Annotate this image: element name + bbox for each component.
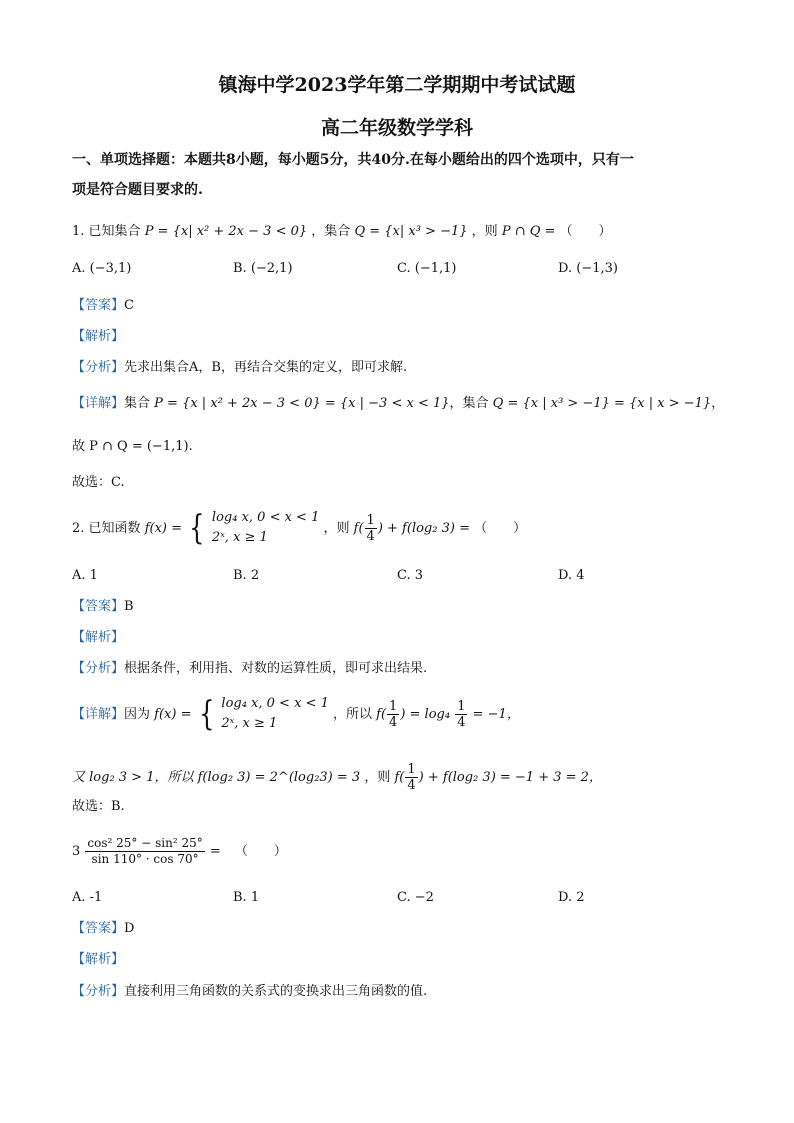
q2-case2: 2ˣ, x ≥ 1 <box>211 530 268 545</box>
q2-expr-a: f( <box>353 520 364 536</box>
q3-option-a: A. -1 <box>72 890 103 905</box>
q2-option-c: C. 3 <box>397 568 424 583</box>
q2-line2-d: ) + f(log₂ 3) = −1 + 3 = 2， <box>418 770 602 785</box>
q2-answer-value: B <box>124 599 134 614</box>
q2-detail-fx: f(x) = <box>154 706 192 722</box>
q2-choice: 故选：B. <box>72 799 125 814</box>
q1-stem-b: ，集合 <box>311 224 351 239</box>
q2-detail-c: ) = log₄ <box>400 706 451 722</box>
q2-paren: （ ） <box>474 520 527 536</box>
q2-detail-frac-den: 4 <box>389 714 398 730</box>
q1-paren: （ ） <box>559 224 612 239</box>
q2-detail-fraction2 <box>455 699 467 730</box>
q1-answer-value: C <box>124 298 134 313</box>
q3-num: 3 <box>72 844 81 859</box>
q2-detail-case1: log₄ x, 0 < x < 1 <box>221 696 329 711</box>
q2-line2-b: f(log₂ 3) = 2^(log₂3) = 3 <box>197 770 361 785</box>
q3-fenxi <box>72 982 427 1002</box>
q3-paren: （ ） <box>234 844 287 859</box>
q2-stem-a: 2. 已知函数 <box>72 520 141 536</box>
q1-option-a: A. (−3,1) <box>72 261 132 276</box>
q2-detail-line2 <box>72 758 602 798</box>
q3-option-d: D. 2 <box>558 890 585 905</box>
q3-option-c: C. −2 <box>397 890 434 905</box>
q2-fx: f(x) = <box>144 520 182 536</box>
q3-answer-label: 【答案】 <box>72 921 125 936</box>
q2-detail-frac2-num: 1 <box>457 698 466 714</box>
q3-stem <box>72 832 287 872</box>
q2-detail-d: = −1， <box>472 706 520 722</box>
q2-line2-c: ，则 <box>364 770 391 785</box>
section-heading-line1: 一、单项选择题：本题共8小题，每小题5分，共40分.在每小题给出的四个选项中，只有一 <box>72 152 634 168</box>
q1-answer <box>72 296 134 316</box>
q1-option-b: B. (−2,1) <box>233 261 293 276</box>
q2-detail-b: ，所以 <box>332 706 372 722</box>
q2-answer <box>72 597 134 617</box>
q3-answer-value: D <box>124 921 135 936</box>
q1-option-d: D. (−1,3) <box>558 261 618 276</box>
q2-fraction <box>365 513 377 544</box>
q2-stem-b: ，则 <box>323 520 350 536</box>
q1-expr: P ∩ Q = <box>501 224 556 239</box>
section-heading-line2: 项是符合题目要求的. <box>72 182 203 198</box>
q2-detail <box>72 694 520 735</box>
q1-detail <box>72 394 724 414</box>
q2-brace: { <box>189 508 205 548</box>
q2-detail-frac-num: 1 <box>389 698 398 714</box>
q1-fenxi-label: 【分析】 <box>72 360 125 375</box>
q2-detail-piecewise <box>196 694 329 735</box>
q2-line2-frac-num: 1 <box>407 762 416 777</box>
q3-fenxi-text: 直接利用三角函数的关系式的变换求出三角函数的值. <box>124 984 428 999</box>
q2-line2-a: 又 log₂ 3 > 1，所以 <box>72 770 194 785</box>
q2-frac-den: 4 <box>366 528 375 544</box>
q1-fenxi <box>72 358 407 378</box>
q1-detail-p: P = {x | x² + 2x − 3 < 0} = {x | −3 < x < 1} <box>154 396 450 411</box>
q2-analysis-label: 【解析】 <box>72 630 125 645</box>
q1-set-q: Q = {x| x³ > −1} <box>354 224 468 239</box>
q2-line2-fraction <box>405 762 417 793</box>
q2-option-a: A. 1 <box>72 568 98 583</box>
q1-analysis-label: 【解析】 <box>72 329 125 344</box>
q3-frac-num: cos² 25° − sin² 25° <box>87 836 203 850</box>
q1-stem-a: 1. 已知集合 <box>72 224 141 239</box>
q1-option-c: C. (−1,1) <box>397 261 457 276</box>
q3-fenxi-label: 【分析】 <box>72 984 125 999</box>
q2-detail-case2: 2ˣ, x ≥ 1 <box>221 716 278 731</box>
q2-stem <box>72 508 526 549</box>
page-title: 镇海中学2023学年第二学期期中考试试题 <box>218 74 576 96</box>
q2-detail-expr-a: f( <box>376 706 387 722</box>
q2-answer-label: 【答案】 <box>72 599 125 614</box>
q2-detail-brace: { <box>198 694 215 734</box>
q1-detail-q: Q = {x | x³ > −1} = {x | x > −1} <box>492 396 712 411</box>
q3-fraction <box>85 836 204 867</box>
q1-stem-c: ，则 <box>471 224 498 239</box>
q2-option-d: D. 4 <box>558 568 585 583</box>
q2-fenxi <box>72 659 427 679</box>
q1-detail-b: ，集合 <box>449 396 489 411</box>
q2-fenxi-text: 根据条件，利用指、对数的运算性质，即可求出结果. <box>124 661 428 676</box>
q2-option-b: B. 2 <box>233 568 260 583</box>
q2-fenxi-label: 【分析】 <box>72 661 125 676</box>
page-subtitle: 高二年级数学学科 <box>320 117 473 139</box>
q2-expr-b: ) + f(log₂ 3) = <box>377 520 470 536</box>
q1-fenxi-text: 先求出集合A，B，再结合交集的定义，即可求解. <box>124 360 408 375</box>
q2-frac-num: 1 <box>366 512 375 528</box>
q2-detail-frac2-den: 4 <box>457 714 466 730</box>
q2-case1: log₄ x, 0 < x < 1 <box>211 510 320 525</box>
q1-choice: 故选：C. <box>72 475 125 490</box>
q2-line2-frac-den: 4 <box>407 778 416 793</box>
q1-conclusion: 故 P ∩ Q = (−1,1). <box>72 439 193 454</box>
q1-detail-label: 【详解】 <box>72 396 125 411</box>
q3-eq: = <box>209 844 221 859</box>
q1-detail-a: 集合 <box>124 396 151 411</box>
q3-answer <box>72 919 134 939</box>
q2-detail-a: 因为 <box>124 706 151 722</box>
q3-analysis-label: 【解析】 <box>72 952 125 967</box>
q1-answer-label: 【答案】 <box>72 298 125 313</box>
q1-stem <box>72 222 612 242</box>
q3-frac-den: sin 110° · cos 70° <box>91 852 199 866</box>
q1-detail-c: ， <box>711 396 725 411</box>
q1-set-p: P = {x| x² + 2x − 3 < 0} <box>144 224 308 239</box>
q2-detail-fraction <box>387 699 399 730</box>
q2-line2-expr-a: f( <box>394 770 405 785</box>
q2-piecewise <box>186 508 319 549</box>
q3-option-b: B. 1 <box>233 890 260 905</box>
q2-detail-label: 【详解】 <box>72 706 125 722</box>
